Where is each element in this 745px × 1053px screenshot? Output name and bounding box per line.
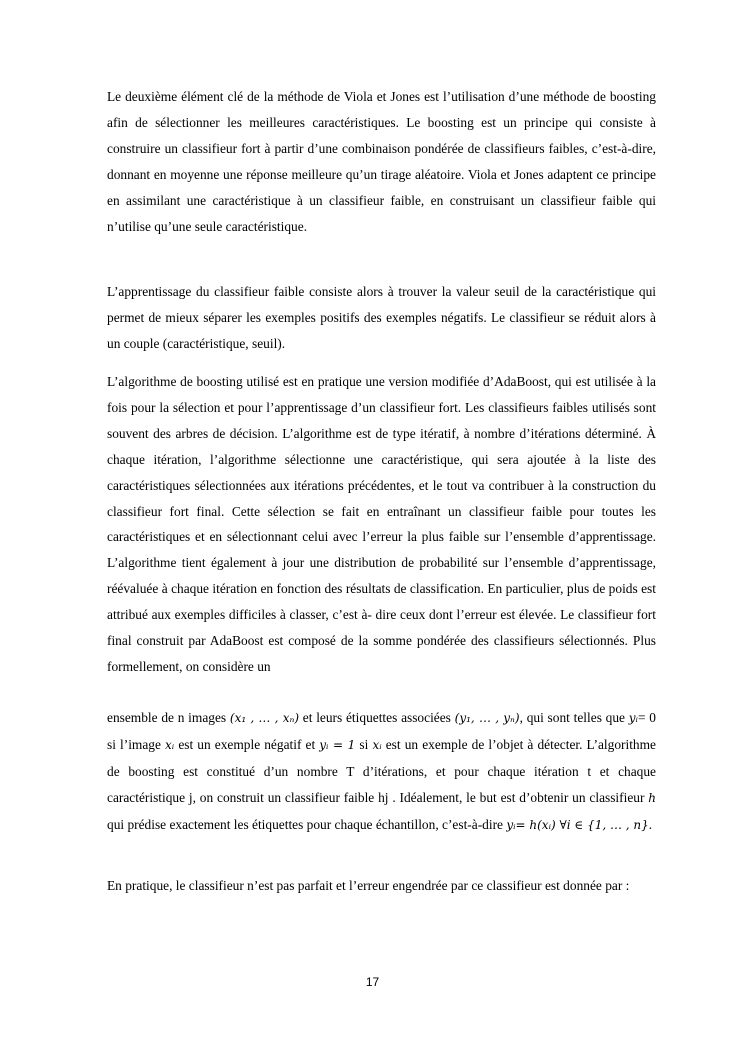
math-yi-equals-one: yᵢ = 1 [319,737,356,752]
text-segment: . [648,816,653,832]
text-segment: ensemble de n images [107,710,230,725]
text-segment: est un exemple négatif et [174,736,320,752]
text-segment: est un exemple de l’objet à détecter. L’algorithme de boosting est constitué d’un nombre T d’itérations, et pour chaque itération t et chaque caractéristique j, on construit un classifieur faible hj . Idéalement, le but est d’obtenir un classifieur [107,736,656,805]
math-labels-tuple: (y₁, … , yₙ) [454,711,520,725]
text-segment: qui prédise exactement les étiquettes pour chaque échantillon, c’est-à-dire [107,816,507,832]
math-yi: yᵢ [628,711,638,725]
math-xi: xᵢ [372,737,382,752]
math-xi: xᵢ [165,737,175,752]
paragraph-weak-classifier: L’apprentissage du classifieur faible consiste alors à trouver la valeur seuil de la caractéristique qui permet de mieux séparer les exemples positifs des exemples négatifs. Le classifieur se réduit alors à un couple (caractéristique, seuil). [107,284,656,351]
math-h: h [648,790,656,805]
paragraph-adaboost: L’algorithme de boosting utilisé est en pratique une version modifiée d’AdaBoost, qui est utilisée à la fois pour la sélection et pour l’apprentissage d’un classifieur fort. Les classifieurs faibles utilisés sont souvent des arbres de décision. L’algorithme est de type itératif, à nombre d’itérations déterminé. À chaque itération, l’algorithme sélectionne une caractéristique, qui sera ajoutée à la liste des caractéristiques sélectionnées aux itérations précédentes, et le tout va contribuer à la construction du classifieur fort final. Cette sélection se fait en entraînant un classifieur faible pour toutes les caractéristiques et en sélectionnant celui avec l’erreur la plus faible sur l’ensemble d’apprentissage. L’algorithme tient également à jour une distribution de probabilité sur l’ensemble d’apprentissage, réévaluée à chaque itération en fonction des résultats de classification. En particulier, plus de poids est attribué aux exemples difficiles à classer, c’est à- dire ceux dont l’erreur est élevée. Le classifieur fort final construit par AdaBoost est composé de la somme pondérée des classifieurs sélectionnés. Plus formellement, on considère un [107,374,656,674]
math-ideal-classifier: yᵢ= h(xᵢ) ∀i ∈ {1, … , n} [506,817,649,832]
text-segment: = 0 si l’image [107,710,656,752]
text-segment: , qui sont telles que [519,710,629,725]
paragraph-boosting-intro: Le deuxième élément clé de la méthode de Viola et Jones est l’utilisation d’une méthode de boosting afin de sélectionner les meilleures caractéristiques. Le boosting est un principe qui consiste à construire un classifieur fort à partir d’une combinaison pondérée de classifieurs faibles, c’est-à-dire, donnant en moyenne une réponse meilleure qu’un tirage aléatoire. Viola et Jones adaptent ce principe en assimilant une caractéristique à un classifieur faible, en construisant un classifieur faible qui n’utilise qu’une seule caractéristique. [107,89,656,234]
paragraph-formal-definition [107,705,656,839]
paragraph-error-intro: En pratique, le classifieur n’est pas parfait et l’erreur engendrée par ce classifieur est donnée par : [107,878,630,893]
math-images-tuple: (x₁ , … , xₙ) [229,711,300,725]
page-number: 17 [365,975,380,989]
text-segment: et leurs étiquettes associées [299,710,455,725]
text-segment: si [355,736,373,752]
